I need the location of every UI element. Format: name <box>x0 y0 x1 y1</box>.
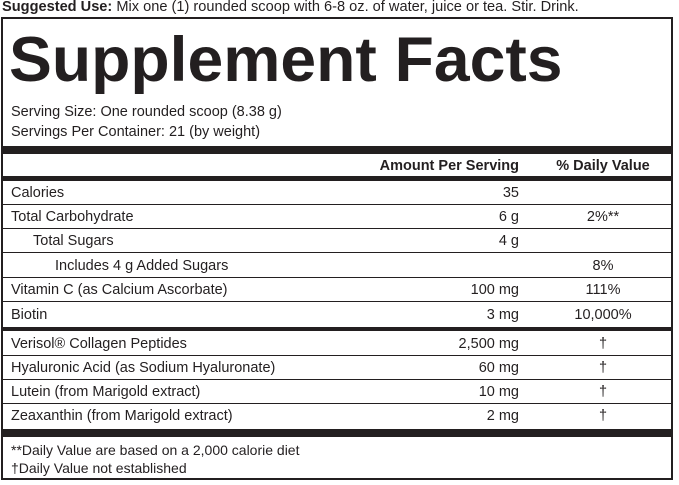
servings-per-container: Servings Per Container: 21 (by weight) <box>11 124 261 140</box>
nutrient-name: Biotin <box>11 307 48 323</box>
nutrient-dv: 10,000% <box>574 307 632 323</box>
ingredient-amount: 10 mg <box>478 384 519 400</box>
nutrient-row <box>3 278 671 302</box>
divider-medium <box>3 327 671 331</box>
suggested-use-text: Mix one (1) rounded scoop with 6-8 oz. of water, juice or tea. Stir. Drink. <box>112 0 579 15</box>
nutrient-row <box>3 254 671 278</box>
nutrient-amount: 4 g <box>498 233 519 249</box>
ingredient-dv: † <box>598 384 608 400</box>
supplement-facts-panel <box>1 17 673 480</box>
nutrient-amount: 35 <box>502 185 519 201</box>
ingredient-name: Zeaxanthin (from Marigold extract) <box>11 408 233 424</box>
ingredient-row <box>3 356 671 380</box>
ingredient-row <box>3 404 671 428</box>
nutrient-amount: 100 mg <box>470 282 519 298</box>
suggested-use <box>2 0 579 16</box>
ingredient-dv: † <box>598 360 608 376</box>
nutrient-amount: 6 g <box>498 209 519 225</box>
panel-title: Supplement Facts <box>9 25 563 95</box>
footnote-daily-value: **Daily Value are based on a 2,000 calorie diet <box>11 442 300 458</box>
header-amount-per-serving: Amount Per Serving <box>379 158 519 174</box>
serving-size: Serving Size: One rounded scoop (8.38 g) <box>11 104 282 120</box>
nutrient-row <box>3 205 671 229</box>
nutrient-name: Total Sugars <box>33 233 114 249</box>
header-daily-value: % Daily Value <box>556 158 650 174</box>
ingredient-row <box>3 380 671 404</box>
nutrient-name: Includes 4 g Added Sugars <box>55 258 229 274</box>
ingredient-row <box>3 332 671 356</box>
ingredient-dv: † <box>598 408 608 424</box>
ingredient-dv: † <box>598 336 608 352</box>
nutrient-row <box>3 229 671 253</box>
ingredient-amount: 2,500 mg <box>458 336 519 352</box>
ingredient-name: Verisol® Collagen Peptides <box>11 336 187 352</box>
divider-thick <box>3 146 671 154</box>
nutrient-dv: 2%** <box>586 209 620 225</box>
suggested-use-label: Suggested Use: <box>2 0 113 15</box>
ingredient-name: Hyaluronic Acid (as Sodium Hyaluronate) <box>11 360 276 376</box>
nutrient-dv: 111% <box>585 282 621 298</box>
footnote-not-established: †Daily Value not established <box>11 460 187 476</box>
ingredient-amount: 2 mg <box>486 408 519 424</box>
nutrient-dv: 8% <box>592 258 614 274</box>
ingredient-amount: 60 mg <box>478 360 519 376</box>
nutrient-row <box>3 181 671 205</box>
nutrient-name: Calories <box>11 185 65 201</box>
nutrient-name: Vitamin C (as Calcium Ascorbate) <box>11 282 228 298</box>
nutrient-name: Total Carbohydrate <box>11 209 134 225</box>
nutrient-row <box>3 303 671 327</box>
ingredient-name: Lutein (from Marigold extract) <box>11 384 201 400</box>
nutrient-amount: 3 mg <box>486 307 519 323</box>
divider-thick <box>3 429 671 437</box>
